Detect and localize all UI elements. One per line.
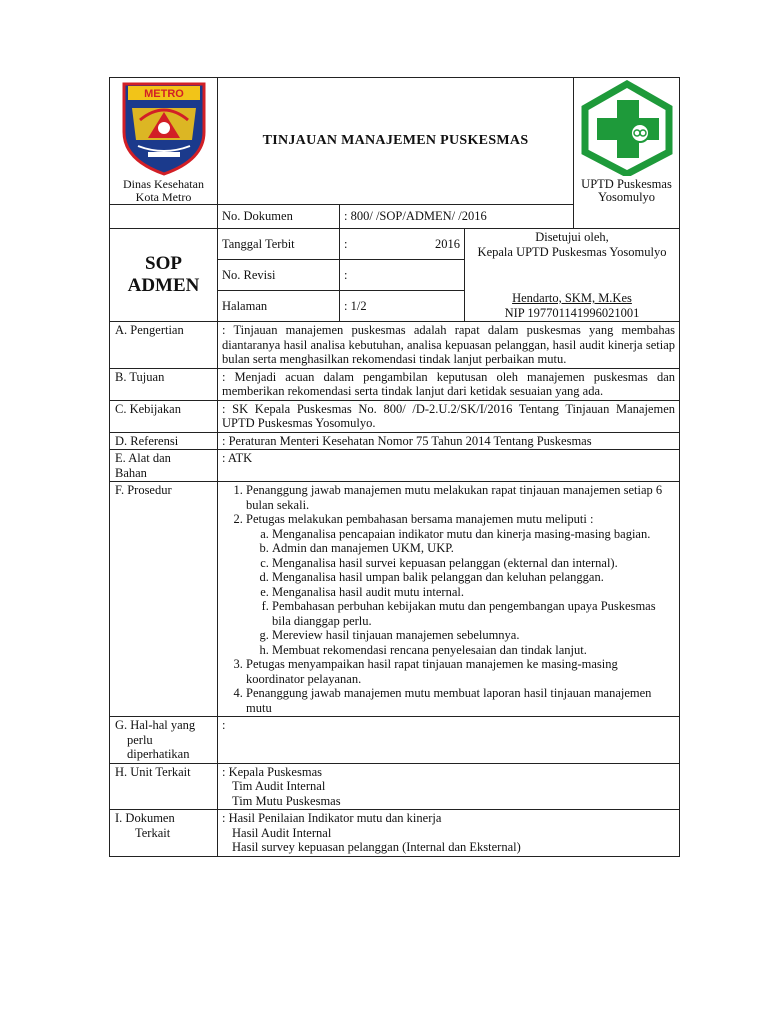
no-dokumen-value: : 800/ /SOP/ADMEN/ /2016 <box>340 205 574 229</box>
dokumen-terkait-item: Hasil Audit Internal <box>232 825 332 840</box>
no-revisi-label: No. Revisi <box>218 260 340 291</box>
tanggal-year: 2016 <box>435 236 460 251</box>
dokumen-terkait-label-line1: I. Dokumen <box>115 811 175 825</box>
left-caption-line1: Dinas Kesehatan <box>123 177 204 191</box>
prosedur-step-3: 3. Petugas menyampaikan hasil rapat tinjauan manajemen ke masing-masing koordinator pelayanan. <box>246 657 675 686</box>
kebijakan-label: C. Kebijakan <box>110 400 218 432</box>
hal-hal-label-line3: diperhatikan <box>127 747 190 761</box>
hal-hal-text: : <box>218 717 680 764</box>
substep-a: a. Menganalisa pencapaian indikator mutu dan kinerja masing-masing bagian. <box>272 527 675 542</box>
alat-bahan-text: : ATK <box>218 450 680 482</box>
tanggal-terbit-label: Tanggal Terbit <box>218 229 340 260</box>
approve-line2: Kepala UPTD Puskesmas Yosomulyo <box>477 244 667 259</box>
prosedur-step-2 <box>246 512 675 657</box>
approver-name: Hendarto, SKM, M.Kes <box>512 291 632 305</box>
approval-block <box>465 229 680 322</box>
metro-logo-text: METRO <box>144 88 184 100</box>
document-title: TINJAUAN MANAJEMEN PUSKESMAS <box>218 78 574 205</box>
prosedur-steps <box>222 483 675 715</box>
right-caption-line1: UPTD Puskesmas <box>581 177 672 191</box>
sop-code <box>110 229 218 322</box>
substep-f: f. Pembahasan perbuhan kebijakan mutu dan pengembangan upaya Puskesmas bila dianggap perlu. <box>272 599 675 628</box>
prosedur-content <box>218 482 680 717</box>
tanggal-terbit-value <box>340 229 465 260</box>
kebijakan-text: : SK Kepala Puskesmas No. 800/ /D-2.U.2/SK/I/2016 Tentang Tinjauan Manajemen UPTD Puskesmas Yosomulyo. <box>218 400 680 432</box>
substep-h: h. Membuat rekomendasi rencana penyelesaian dan tindak lanjut. <box>272 643 675 658</box>
halaman-value: : 1/2 <box>340 291 465 322</box>
prosedur-step-1: 1. Penanggung jawab manajemen mutu melakukan rapat tinjauan manajemen setiap 6 bulan sekali. <box>246 483 675 512</box>
alat-bahan-label-line1: E. Alat dan <box>115 451 171 465</box>
alat-bahan-label-line2: Bahan <box>115 465 147 480</box>
sop-document <box>109 77 679 857</box>
left-caption-line2: Kota Metro <box>135 190 192 204</box>
unit-terkait-list <box>218 763 680 810</box>
dokumen-terkait-item: : Hasil Penilaian Indikator mutu dan kinerja <box>222 811 442 825</box>
left-logo-cell <box>110 78 218 205</box>
prosedur-step-4: 4. Penanggung jawab manajemen mutu membuat laporan hasil tinjauan manajemen mutu <box>246 686 675 715</box>
unit-terkait-label: H. Unit Terkait <box>110 763 218 810</box>
right-logo-cell <box>574 78 680 229</box>
referensi-label: D. Referensi <box>110 432 218 450</box>
dokumen-terkait-label-line2: Terkait <box>135 825 171 840</box>
referensi-text: : Peraturan Menteri Kesehatan Nomor 75 Tahun 2014 Tentang Puskesmas <box>218 432 680 450</box>
dokumen-terkait-label <box>110 810 218 857</box>
halaman-label: Halaman <box>218 291 340 322</box>
unit-terkait-item: Tim Audit Internal <box>232 779 326 793</box>
sop-table <box>109 77 680 857</box>
substep-g: g. Mereview hasil tinjauan manajemen sebelumnya. <box>272 628 675 643</box>
no-dokumen-label: No. Dokumen <box>218 205 340 229</box>
tujuan-text: : Menjadi acuan dalam pengambilan keputusan oleh manajemen puskesmas dan memberikan rekomendasi serta tindak lanjut dari ketidak sesuaian yang ada. <box>218 368 680 400</box>
puskesmas-cross-emblem-icon <box>579 80 675 176</box>
no-revisi-value: : <box>340 260 465 291</box>
sop-code-line2: ADMEN <box>127 275 200 296</box>
alat-bahan-label <box>110 450 218 482</box>
approver-nip: NIP 197701141996021001 <box>504 305 640 320</box>
tujuan-label: B. Tujuan <box>110 368 218 400</box>
unit-terkait-item: Tim Mutu Puskesmas <box>232 793 341 808</box>
pengertian-label: A. Pengertian <box>110 322 218 369</box>
right-caption-line2: Yosomulyo <box>597 190 656 204</box>
hal-hal-label-line1: G. Hal-hal yang <box>115 718 196 732</box>
prosedur-label: F. Prosedur <box>110 482 218 717</box>
pengertian-text: : Tinjauan manajemen puskesmas adalah rapat dalam puskesmas yang membahas diantaranya hasil analisa kebutuhan, analisa kepuasan pelanggan, hasil audit kinerja setiap bulan serta menghasilkan rekomendasi tindak lanjut perbaikan mutu. <box>218 322 680 369</box>
dokumen-terkait-list <box>218 810 680 857</box>
substep-e: e. Menganalisa hasil audit mutu internal. <box>272 585 675 600</box>
unit-terkait-item: : Kepala Puskesmas <box>222 764 322 779</box>
hal-hal-label <box>110 717 218 764</box>
approve-line1: Disetujui oleh, <box>535 230 609 244</box>
substep-c: c. Menganalisa hasil survei kepuasan pelanggan (ekternal dan internal). <box>272 556 675 571</box>
substep-b: b. Admin dan manajemen UKM, UKP. <box>272 541 675 556</box>
prosedur-substeps <box>246 527 675 658</box>
hal-hal-label-line2: perlu <box>127 732 153 747</box>
substep-d: d. Menganalisa hasil umpan balik pelanggan dan keluhan pelanggan. <box>272 570 675 585</box>
tanggal-colon: : <box>344 236 348 251</box>
dokumen-terkait-item: Hasil survey kepuasan pelanggan (Internal dan Eksternal) <box>232 840 521 854</box>
metro-city-emblem-icon <box>118 80 210 176</box>
prosedur-step-2-text: Petugas melakukan pembahasan bersama manajemen mutu meliputi : <box>246 512 594 526</box>
sop-code-line1: SOP <box>145 253 182 274</box>
